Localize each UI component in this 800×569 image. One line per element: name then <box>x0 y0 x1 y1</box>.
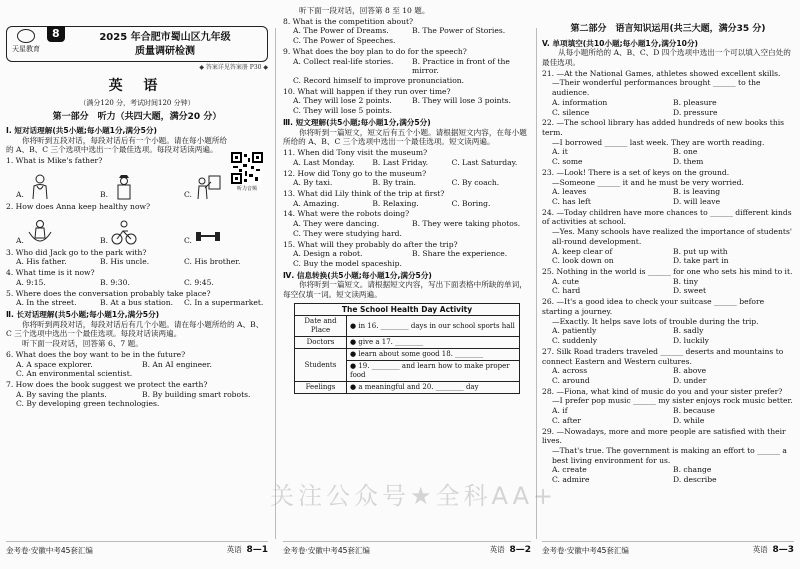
question-stem: 26. —It's a good idea to check your suitcase ______ before starting a journey. <box>542 297 765 316</box>
painter-icon <box>194 172 222 200</box>
option-b[interactable]: B. Last Friday. <box>372 157 429 167</box>
option-c[interactable]: C. In a supermarket. <box>184 298 264 308</box>
option-a[interactable]: A. across <box>552 366 588 376</box>
question-15: 15. What will they probably do after the trip? <box>283 239 458 249</box>
option-a[interactable]: A. A space explorer. <box>16 359 93 369</box>
question-stem-reply: —Yes. Many schools have realized the importance of students' all-round development. <box>552 227 792 246</box>
question-27 <box>542 347 794 386</box>
question-23 <box>542 168 794 207</box>
question-5-options <box>6 298 268 308</box>
option-a[interactable]: A. it <box>552 147 568 157</box>
option-a[interactable]: A. patiently <box>552 326 597 336</box>
option-a[interactable]: A. Amazing. <box>293 198 340 208</box>
option-a[interactable]: A. In the street. <box>16 298 77 308</box>
option-b[interactable]: B. The Power of Stories. <box>412 26 506 36</box>
doctor-icon <box>26 172 54 200</box>
option-b[interactable]: B. They were taking photos. <box>412 219 521 229</box>
question-26 <box>542 297 794 346</box>
option-c[interactable]: C. around <box>552 375 590 385</box>
qr-code-icon <box>231 152 263 184</box>
health-day-table <box>294 303 520 394</box>
question-stem: 24. —Today children have more chances to ______ different kinds of activities at school. <box>542 207 792 227</box>
question-13: 13. What did Lily think of the trip at first? <box>283 188 445 198</box>
police-officer-icon <box>110 172 138 200</box>
option-b[interactable]: B. one <box>673 147 698 157</box>
cycling-icon <box>110 218 138 246</box>
section-2-lead-2: 听下面一段对话，回答第 8 至 10 题。 <box>299 6 430 15</box>
option-d[interactable]: D. under <box>673 375 707 385</box>
subject-title: 英 语 <box>108 77 166 94</box>
option-a[interactable]: A. Last Monday. <box>293 157 355 167</box>
option-c[interactable]: C. some <box>552 157 583 167</box>
section-3-title: Ⅲ. 短文理解(共5小题;每小题1分,满分5分) <box>283 117 431 127</box>
exam-title: 2025 年合肥市蜀山区九年级 质量调研检测 <box>99 32 231 57</box>
option-a[interactable]: A. By saving the plants. <box>16 389 107 399</box>
question-14: 14. What were the robots doing? <box>283 209 410 219</box>
option-b[interactable]: B. His uncle. <box>100 257 150 267</box>
option-a[interactable]: A. information <box>552 97 608 107</box>
table-row: Feelings ● a meaningful and 20. ________ day <box>295 382 520 394</box>
publisher-logo: 天星教育 <box>11 29 41 54</box>
option-c[interactable]: C. His brother. <box>184 257 241 267</box>
question-1: 1. What is Mike's father? <box>6 156 103 166</box>
option-c[interactable]: C. Last Saturday. <box>451 157 518 167</box>
question-7: 7. How does the book suggest we protect the earth? <box>6 379 208 389</box>
option-b[interactable]: B. An AI engineer. <box>142 359 212 369</box>
option-b[interactable]: B. because <box>673 406 715 416</box>
section-5-title: V. 单项填空(共10小题;每小题1分,满分10分) <box>542 38 699 48</box>
question-4-options <box>6 278 268 288</box>
option-d[interactable]: D. describe <box>673 475 717 485</box>
question-6-options <box>6 360 268 370</box>
question-3-options <box>6 257 268 267</box>
option-c[interactable]: C. Boring. <box>451 198 491 208</box>
section-2-instructions: 你将听到两段对话，每段对话后有几个小题。请在每小题所给的 A、B、C 三个选项中选出一个最佳选项。每段对话读两遍。 <box>6 319 264 339</box>
section-2-lead: 听下面一段对话，回答第 6、7 题。 <box>22 339 143 349</box>
question-2: 2. How does Anna keep healthy now? <box>6 201 151 211</box>
option-d[interactable]: D. sweet <box>673 286 707 296</box>
option-c[interactable]: C. after <box>552 415 581 425</box>
question-10: 10. What will happen if they run over time? <box>283 86 451 96</box>
question-12: 12. How did Tony go to the museum? <box>283 168 427 178</box>
column-divider <box>275 28 276 539</box>
question-22 <box>542 118 794 167</box>
option-c[interactable]: C. 9:45. <box>184 277 214 287</box>
option-d[interactable]: D. take part in <box>673 256 729 266</box>
option-c[interactable]: C. Record himself to improve pronunciation. <box>293 76 465 86</box>
option-a[interactable]: A. leaves <box>552 187 587 197</box>
qr-code[interactable]: 听力音频 <box>230 152 264 193</box>
option-a[interactable]: A. They will lose 2 points. <box>293 96 392 106</box>
section-2-title: Ⅱ. 长对话理解(共5小题;每小题1分,满分5分) <box>6 309 160 319</box>
table-row: Date and Place ● in 16. ________ days in our school sports hall <box>295 316 520 337</box>
question-6-option-c <box>6 369 268 379</box>
option-b[interactable]: B. tiny <box>673 276 699 286</box>
question-stem-reply: —Exactly. It helps save lots of trouble during the trip. <box>552 316 759 326</box>
question-24 <box>542 208 794 266</box>
option-b[interactable]: B. Relaxing. <box>372 198 419 208</box>
option-b[interactable]: B. put up with <box>673 246 728 256</box>
option-c[interactable]: C. Buy the model spaceship. <box>293 258 402 268</box>
option-a[interactable]: A. create <box>552 465 587 475</box>
part-title: 第一部分 听力（共四大题，满分20 分） <box>52 111 222 122</box>
option-a[interactable]: A. They were dancing. <box>293 219 380 229</box>
page-footer-1: 金考卷·安徽中考45套汇编 英语 8—1 <box>6 541 268 557</box>
table-row: Students ● learn about some good 18. ________ <box>295 349 520 361</box>
table-row: Doctors ● give a 17. ________ <box>295 337 520 349</box>
option-a[interactable]: A. The Power of Dreams. <box>293 26 389 36</box>
question-8: 8. What is the competition about? <box>283 16 414 26</box>
option-c[interactable]: C. look down on <box>552 256 614 266</box>
option-d[interactable]: D. them <box>673 157 704 167</box>
option-b[interactable]: B. above <box>673 366 707 376</box>
option-c[interactable]: C. silence <box>552 107 590 117</box>
option-a[interactable]: A. cute <box>552 276 580 286</box>
option-c[interactable]: C. By coach. <box>451 178 500 188</box>
section-5-instructions: 从每小题所给的 A、B、C、D 四个选项中选出一个可以填入空白处的最佳选项。 <box>542 48 791 67</box>
option-c[interactable]: C. hard <box>552 286 581 296</box>
option-d[interactable]: D. while <box>673 415 705 425</box>
column-3 <box>542 6 794 556</box>
option-c[interactable]: C. admire <box>552 475 590 485</box>
question-stem: 21. —At the National Games, athletes showed excellent skills. <box>542 68 781 78</box>
multiple-choice-list <box>542 69 794 485</box>
question-11: 11. When did Tony visit the museum? <box>283 148 428 158</box>
question-1-pictures: A. B. C. <box>6 168 268 200</box>
option-d[interactable]: D. pressure <box>673 107 718 117</box>
section-1-instructions: 你将听到五段对话，每段对话后有一个小题。请在每小题所给的 A、B、C 三个选项中选出一个最佳选项。每段对话读两遍。 <box>6 135 228 155</box>
question-2-pictures: A. B. C. <box>6 214 268 246</box>
option-b[interactable]: B. They will lose 3 points. <box>412 96 511 106</box>
option-a[interactable]: A. if <box>552 406 568 416</box>
question-stem: 28. —Fiona, what kind of music do you and your sister prefer? <box>542 386 783 396</box>
part-2-title: 第二部分 语言知识运用(共三大题，满分35 分) <box>570 24 766 34</box>
option-a[interactable]: A. 9:15. <box>16 277 46 287</box>
exam-header <box>6 26 268 62</box>
question-21 <box>542 69 794 118</box>
table-title: The School Health Day Activity <box>295 303 520 316</box>
question-stem-reply: —Someone ______ it and he must be very worried. <box>552 177 744 187</box>
question-stem-reply: —I prefer pop music ______ my sister enjoys rock music better. <box>552 396 793 406</box>
question-4: 4. What time is it now? <box>6 268 95 278</box>
option-c[interactable]: C. has left <box>552 197 591 207</box>
option-b[interactable]: B. is leaving <box>673 187 721 197</box>
answer-note: ◆ 答案详见答案册 P30 ◆ <box>199 64 268 71</box>
weightlifting-icon <box>194 218 222 246</box>
option-b[interactable]: B. sadly <box>673 326 704 336</box>
option-d[interactable]: D. will leave <box>673 197 721 207</box>
option-c[interactable]: C. An environmental scientist. <box>16 369 133 379</box>
logo-icon <box>17 29 35 43</box>
section-4-instructions: 你将听到一篇短文。请根据短文内容，写出下面表格中所缺的单词，每空仅填一词。短文读两遍。 <box>283 280 527 300</box>
question-stem: 23. —Look! There is a set of keys on the ground. <box>542 167 730 177</box>
section-4-title: Ⅳ. 信息转换(共5小题;每小题1分,满分5分) <box>283 270 432 280</box>
watermark: 关注公众号★全科AA+ <box>270 482 558 510</box>
option-a[interactable]: A. keep clear of <box>552 246 613 256</box>
option-a[interactable]: A. Collect real-life stories. <box>293 56 394 66</box>
question-stem-reply: —Their wonderful performances brought ______ to the audience. <box>552 78 761 98</box>
option-b[interactable]: B. change <box>673 465 712 475</box>
question-3: 3. Who did Jack go to the park with? <box>6 247 147 257</box>
column-2 <box>283 6 531 556</box>
question-25 <box>542 267 794 296</box>
question-29 <box>542 427 794 485</box>
option-b[interactable]: B. By train. <box>372 178 416 188</box>
question-9: 9. What does the boy plan to do for the speech? <box>283 46 467 56</box>
table-row: ● 19. ________ and learn how to make proper food <box>295 361 520 382</box>
option-c[interactable]: C. They will lose 5 points. <box>293 106 392 116</box>
question-6: 6. What does the boy want to be in the future? <box>6 349 186 359</box>
option-a[interactable]: A. His father. <box>16 257 67 267</box>
option-b[interactable]: B. At a bus station. <box>100 298 174 308</box>
section-1-title: Ⅰ. 短对话理解(共5小题;每小题1分,满分5分) <box>6 126 157 136</box>
question-stem: 29. —Nowadays, more and more people are satisfied with their lives. <box>542 426 786 446</box>
option-b[interactable]: B. Practice in front of the mirror. <box>412 56 510 76</box>
option-c[interactable]: C. suddenly <box>552 336 597 346</box>
option-c[interactable]: C. The Power of Speeches. <box>293 36 396 46</box>
skipping-rope-icon <box>26 218 54 246</box>
option-d[interactable]: D. luckily <box>673 336 709 346</box>
question-stem: 25. Nothing in the world is ______ for one who sets his mind to it. <box>542 267 793 277</box>
column-divider <box>536 28 537 539</box>
option-b[interactable]: B. pleasure <box>673 97 717 107</box>
option-a[interactable]: A. By taxi. <box>293 178 333 188</box>
question-28 <box>542 387 794 426</box>
section-3-instructions: 你将听到一篇短文，短文后有五个小题。请根据短文内容，在每小题所给的 A、B、C 三个选项中选出一个最佳选项。短文读两遍。 <box>283 127 527 147</box>
question-stem: 22. —The school library has added hundreds of new books this term. <box>542 118 785 137</box>
paper-number-badge: 8 <box>47 26 65 42</box>
question-stem-reply: —That's true. The government is making an effort to ______ a best living environment for us. <box>552 445 787 465</box>
question-5: 5. Where does the conversation probably take place? <box>6 288 211 298</box>
question-7-options <box>6 390 268 400</box>
column-1 <box>6 6 268 556</box>
question-stem-reply: —I borrowed ______ last week. They are worth reading. <box>552 137 765 147</box>
option-b[interactable]: B. 9:30. <box>100 277 130 287</box>
page-footer-3: 金考卷·安徽中考45套汇编 英语 8—3 <box>542 541 794 557</box>
page-footer-2: 金考卷·安徽中考45套汇编 英语 8—2 <box>283 541 531 557</box>
option-b[interactable]: B. Share the experience. <box>412 249 508 259</box>
option-c[interactable]: C. By developing green technologies. <box>16 399 160 409</box>
question-stem: 27. Silk Road traders traveled ______ deserts and mountains to connect Eastern and Western cultures. <box>542 346 784 366</box>
option-c[interactable]: C. They were studying hard. <box>293 228 402 238</box>
question-7-option-c <box>6 399 268 409</box>
option-a[interactable]: A. Design a robot. <box>293 249 363 259</box>
option-b[interactable]: B. By building smart robots. <box>142 389 251 399</box>
exam-meta: （满分120 分，考试时间120 分钟） <box>79 98 195 107</box>
